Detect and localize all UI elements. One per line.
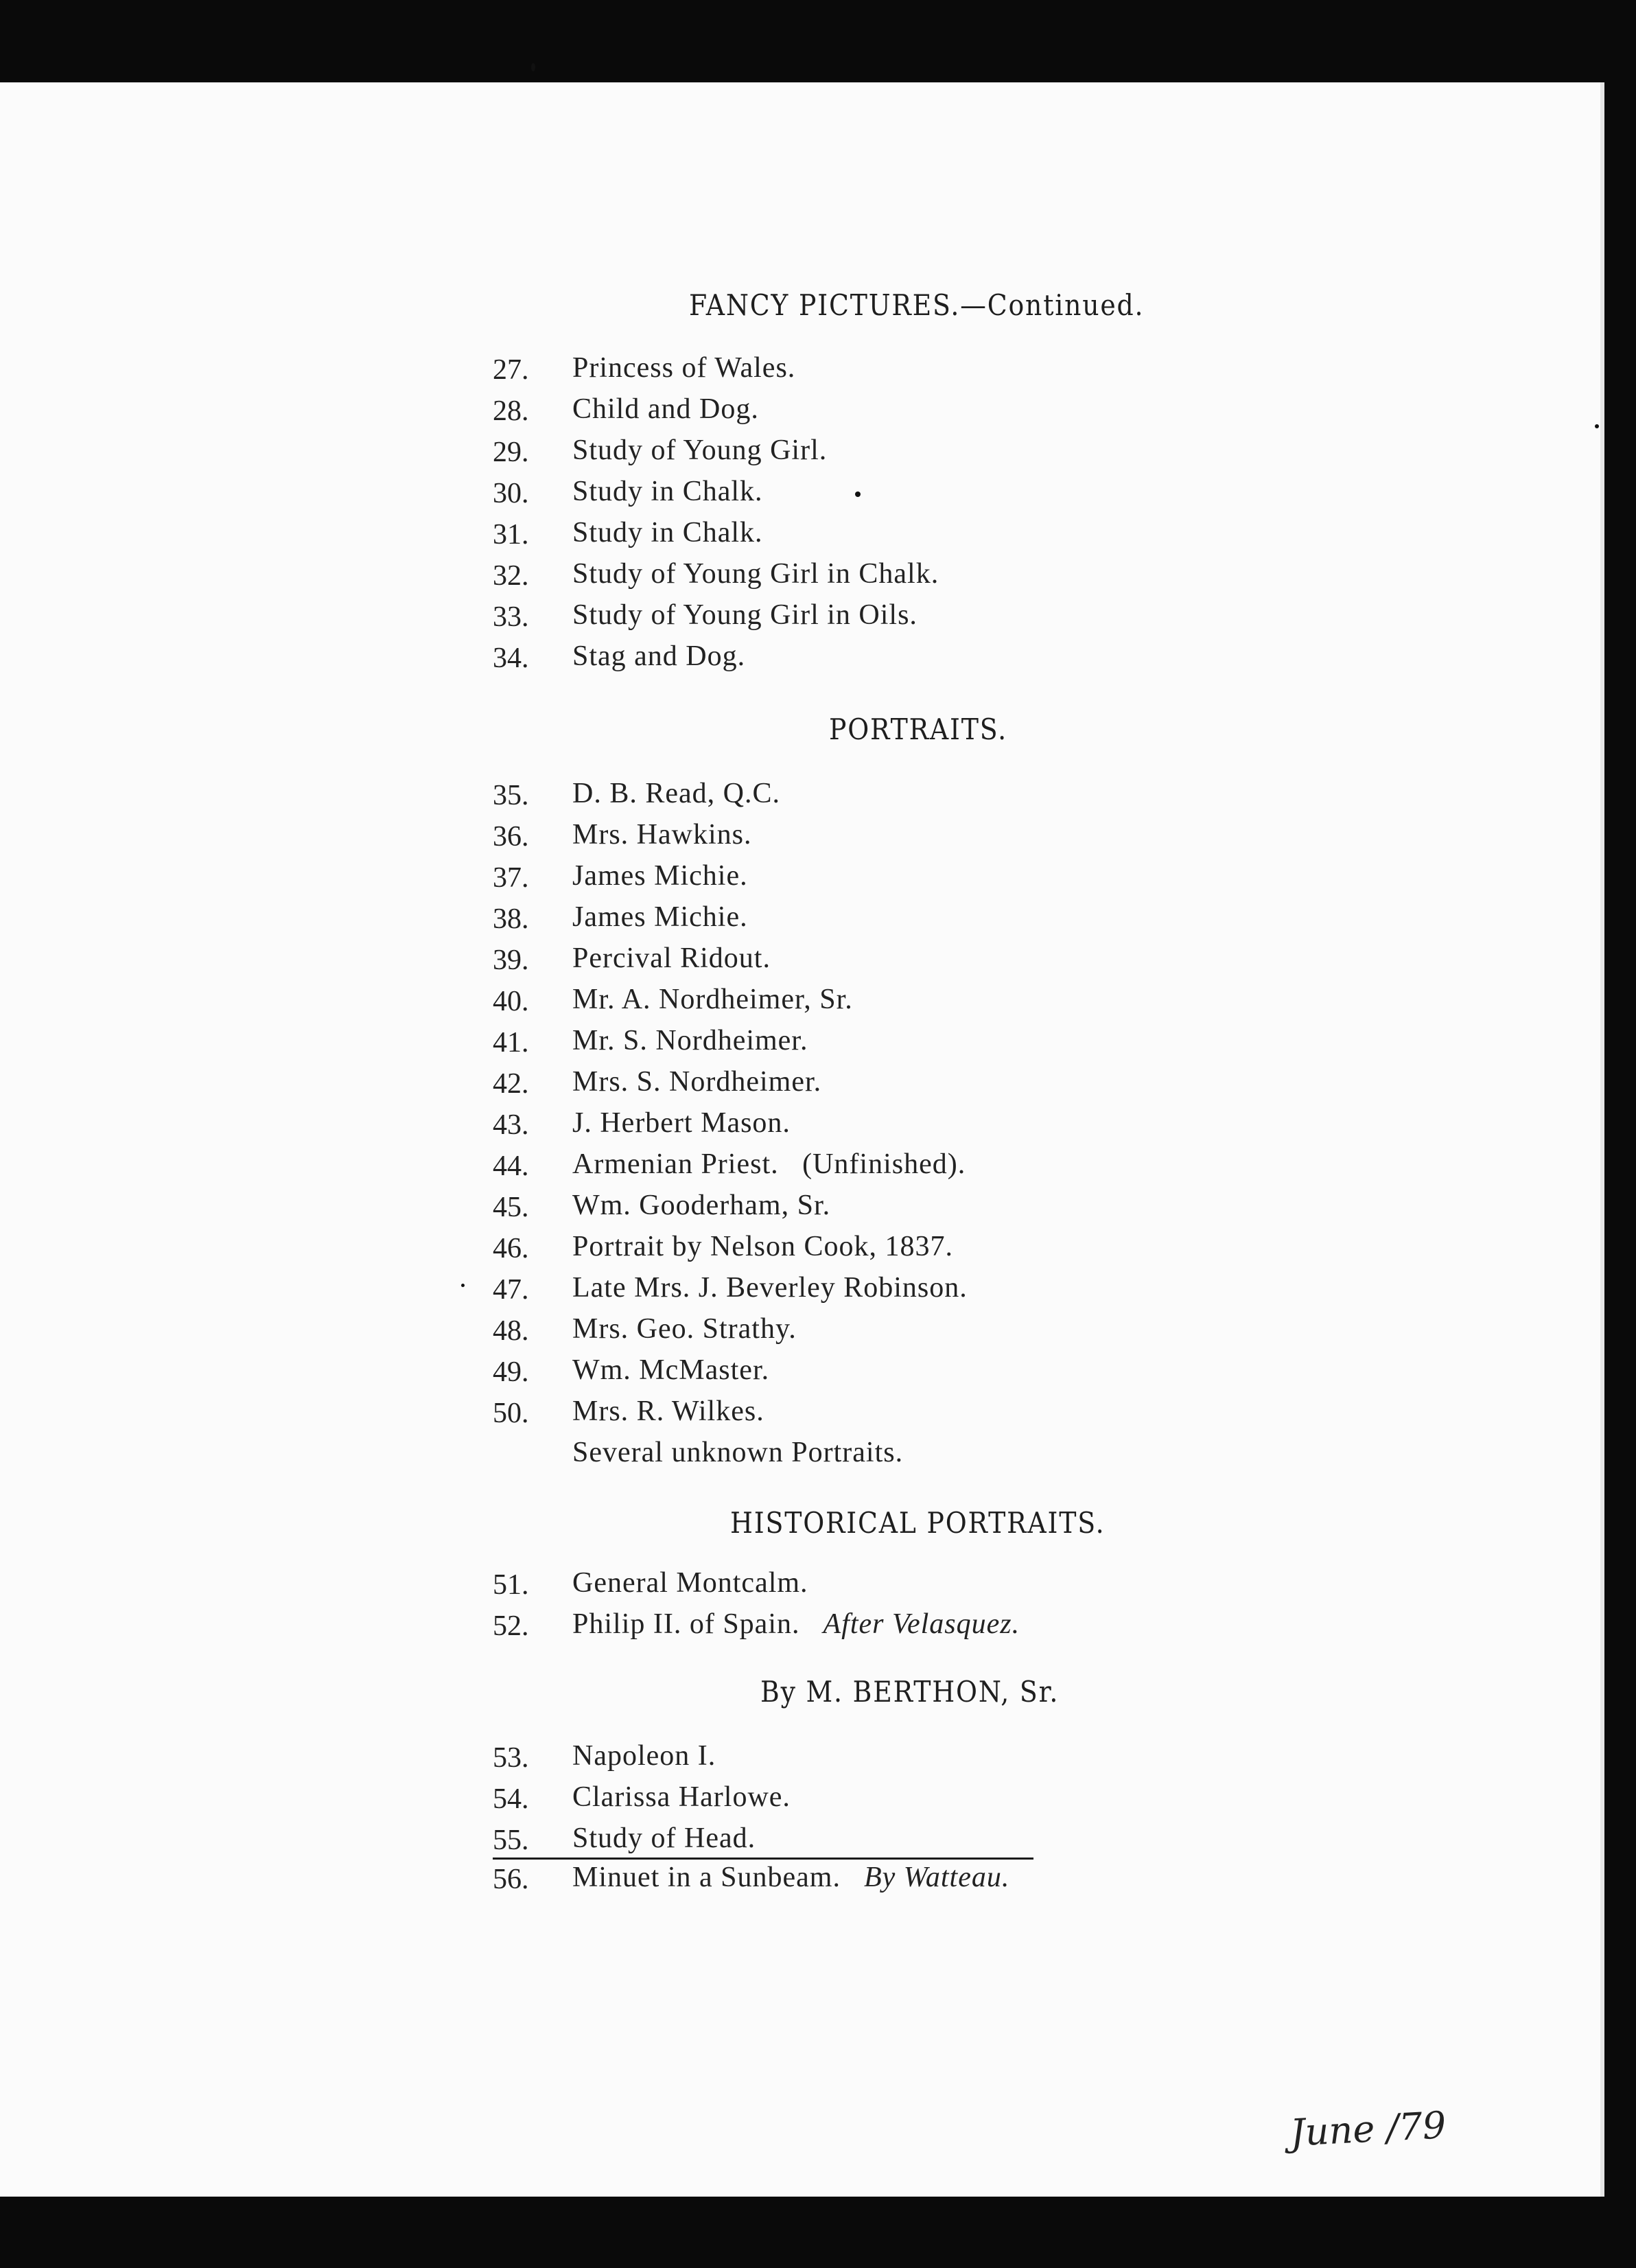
scan-speck	[855, 491, 861, 497]
scan-speck	[1595, 424, 1599, 428]
scan-speck	[461, 1284, 465, 1287]
catalog-title: Armenian Priest. (Unfinished).	[572, 1148, 966, 1180]
catalog-number: 52.	[493, 1610, 529, 1642]
underline-rule	[493, 1858, 1033, 1860]
catalog-number: 49.	[493, 1356, 529, 1388]
catalog-title: Study in Chalk.	[572, 476, 763, 507]
catalog-number: 40.	[493, 986, 529, 1017]
catalog-number: 27.	[493, 354, 529, 386]
catalog-title: Study of Young Girl.	[572, 435, 828, 466]
section-heading-historical-portraits: HISTORICAL PORTRAITS.	[730, 1506, 1106, 1540]
catalog-title: D. B. Read, Q.C.	[572, 778, 780, 809]
catalog-number: 30.	[493, 478, 529, 509]
catalog-number: 29.	[493, 437, 529, 468]
catalog-number: 56.	[493, 1864, 529, 1895]
catalog-number: 51.	[493, 1569, 529, 1601]
catalog-title: Mrs. Hawkins.	[572, 819, 752, 850]
catalog-attribution: By Watteau.	[863, 1862, 1010, 1893]
catalog-attribution: After Velasquez.	[823, 1608, 1020, 1640]
catalog-title: Philip II. of Spain.	[572, 1608, 800, 1640]
catalog-number: 39.	[493, 945, 529, 976]
catalog-title: Study of Young Girl in Chalk.	[572, 558, 939, 590]
catalog-number: 37.	[493, 862, 529, 894]
catalog-title: Mr. A. Nordheimer, Sr.	[572, 984, 853, 1015]
catalog-number: 54.	[493, 1783, 529, 1815]
catalog-number: 33.	[493, 601, 529, 633]
catalog-number: 32.	[493, 560, 529, 592]
catalog-title: Wm. McMaster.	[572, 1354, 770, 1386]
catalog-title: Study of Young Girl in Oils.	[572, 599, 918, 631]
catalog-title: Stag and Dog.	[572, 640, 746, 672]
catalog-title: Several unknown Portraits.	[572, 1437, 904, 1468]
catalog-number: 28.	[493, 395, 529, 427]
catalog-title: Mrs. R. Wilkes.	[572, 1396, 764, 1427]
catalog-number: 31.	[493, 519, 529, 551]
catalog-title: Mrs. Geo. Strathy.	[572, 1313, 797, 1345]
catalog-title: Percival Ridout.	[572, 942, 771, 974]
catalog-number: 41.	[493, 1027, 529, 1058]
page-edge	[1600, 82, 1604, 2197]
catalog-number: 44.	[493, 1150, 529, 1182]
catalog-number: 55.	[493, 1825, 529, 1856]
catalog-title: J. Herbert Mason.	[572, 1107, 791, 1139]
catalog-title: Princess of Wales.	[572, 352, 796, 384]
catalog-number: 47.	[493, 1274, 529, 1306]
catalog-title: James Michie.	[572, 901, 748, 933]
catalog-title: Portrait by Nelson Cook, 1837.	[572, 1231, 953, 1262]
catalog-number: 45.	[493, 1192, 529, 1223]
catalog-number: 34.	[493, 643, 529, 674]
catalog-number: 50.	[493, 1398, 529, 1429]
catalog-title: General Montcalm.	[572, 1567, 808, 1599]
catalog-title: Clarissa Harlowe.	[572, 1781, 791, 1813]
catalog-title: Child and Dog.	[572, 393, 759, 425]
catalog-title: Mrs. S. Nordheimer.	[572, 1066, 822, 1098]
scan-speck	[531, 63, 535, 71]
section-heading-berthon: By M. BERTHON, Sr.	[760, 1675, 1060, 1709]
catalog-title: Mr. S. Nordheimer.	[572, 1025, 808, 1056]
section-heading-portraits: PORTRAITS.	[829, 713, 1007, 746]
catalog-title: James Michie.	[572, 860, 748, 892]
section-heading-fancy-pictures: FANCY PICTURES.—Continued.	[689, 288, 1145, 322]
catalog-number: 38.	[493, 903, 529, 935]
catalog-number: 43.	[493, 1109, 529, 1141]
catalog-title: Minuet in a Sunbeam.	[572, 1862, 841, 1893]
catalog-title: Napoleon I.	[572, 1740, 716, 1772]
catalog-number: 35.	[493, 780, 529, 811]
catalog-title: Late Mrs. J. Beverley Robinson.	[572, 1272, 968, 1304]
catalog-number: 48.	[493, 1315, 529, 1347]
catalog-number: 46.	[493, 1233, 529, 1264]
catalog-entry	[572, 1608, 1020, 1641]
catalog-number: 42.	[493, 1068, 529, 1100]
catalog-number: 53.	[493, 1742, 529, 1774]
handwritten-note: June /79	[1289, 2103, 1447, 2155]
catalog-number: 36.	[493, 821, 529, 853]
catalog-title: Wm. Gooderham, Sr.	[572, 1190, 831, 1221]
catalog-entry	[572, 1861, 1009, 1894]
catalog-title: Study in Chalk.	[572, 517, 763, 548]
catalog-title: Study of Head.	[572, 1822, 756, 1854]
